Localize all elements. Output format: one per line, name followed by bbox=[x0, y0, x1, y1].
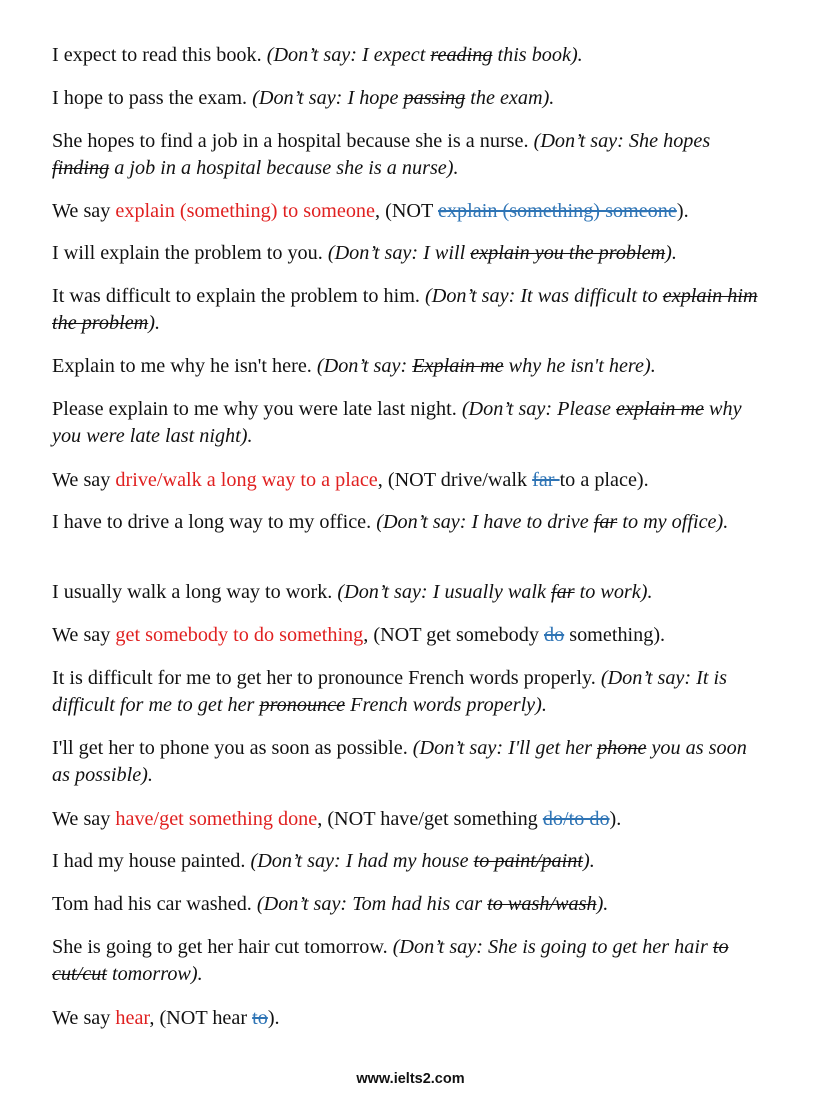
body-text: , (NOT have/get something bbox=[317, 808, 543, 830]
body-text: I usually walk a long way to work. bbox=[52, 581, 338, 603]
body-text: Please explain to me why you were late last night. bbox=[52, 398, 462, 420]
rule-get-somebody bbox=[52, 622, 768, 649]
body-text: ). bbox=[676, 200, 689, 222]
body-text: We say bbox=[52, 200, 116, 222]
body-text: We say bbox=[52, 808, 116, 830]
dont-say-text: (Don’t say: bbox=[316, 355, 413, 377]
dont-say-text: this book). bbox=[492, 44, 583, 66]
body-text: It was difficult to explain the problem to him. bbox=[52, 285, 426, 307]
body-text: She is going to get her hair cut tomorrow. bbox=[52, 936, 393, 958]
incorrect-phrase: reading bbox=[430, 44, 493, 66]
body-text: It is difficult for me to get her to pronounce French words properly. bbox=[52, 667, 601, 689]
rule-long-way bbox=[52, 467, 768, 494]
dont-say-text: (Don’t say: I have to drive bbox=[376, 511, 594, 533]
para-explain-problem bbox=[52, 240, 768, 267]
dont-say-text: French words properly). bbox=[345, 694, 547, 716]
dont-say-text: (Don’t say: She hopes bbox=[533, 130, 711, 152]
dont-say-text: you as soon as possible). bbox=[52, 737, 747, 786]
dont-say-text: (Don’t say: I had my house bbox=[250, 850, 474, 872]
dont-say-text: (Don’t say: Tom had his car bbox=[256, 893, 488, 915]
correct-pattern: hear bbox=[115, 1007, 150, 1029]
dont-say-text: ). bbox=[582, 850, 595, 872]
incorrect-phrase: to cut/cut bbox=[52, 936, 729, 985]
body-text: I will explain the problem to you. bbox=[52, 242, 328, 264]
dont-say-text: (Don’t say: I will bbox=[327, 242, 471, 264]
rule-have-done bbox=[52, 806, 768, 833]
incorrect-pattern: explain (something) someone bbox=[438, 200, 677, 222]
incorrect-phrase: passing bbox=[403, 87, 466, 109]
dont-say-text: to my office). bbox=[617, 511, 729, 533]
dont-say-text: (Don’t say: I'll get her bbox=[412, 737, 598, 759]
body-text: I'll get her to phone you as soon as possible. bbox=[52, 737, 413, 759]
dont-say-text: a job in a hospital because she is a nurse). bbox=[109, 157, 459, 179]
para-hope bbox=[52, 85, 768, 112]
dont-say-text: (Don’t say: I usually walk bbox=[337, 581, 552, 603]
body-text: She hopes to find a job in a hospital because she is a nurse. bbox=[52, 130, 534, 152]
body-text: We say bbox=[52, 469, 116, 491]
para-difficult-explain bbox=[52, 283, 768, 337]
body-text: ). bbox=[267, 1007, 280, 1029]
incorrect-pattern: far bbox=[532, 469, 560, 491]
dont-say-text: ). bbox=[665, 242, 677, 264]
incorrect-phrase: to paint/paint bbox=[473, 850, 583, 872]
dont-say-text: (Don’t say: I hope bbox=[252, 87, 404, 109]
dont-say-text: (Don’t say: It was difficult to bbox=[425, 285, 663, 307]
dont-say-text: the exam). bbox=[465, 87, 555, 109]
incorrect-phrase: Explain me bbox=[412, 355, 504, 377]
incorrect-pattern: do/to do bbox=[542, 808, 610, 830]
dont-say-text: tomorrow). bbox=[106, 963, 203, 985]
dont-say-text: (Don’t say: It is difficult for me to get her bbox=[52, 667, 728, 716]
body-text: ). bbox=[609, 808, 622, 830]
rule-hear bbox=[52, 1005, 768, 1032]
incorrect-phrase: finding bbox=[52, 157, 110, 179]
correct-pattern: explain (something) to someone bbox=[115, 200, 375, 222]
incorrect-phrase: explain him the problem bbox=[52, 285, 758, 334]
body-text: We say bbox=[52, 624, 116, 646]
dont-say-text: ). bbox=[596, 893, 609, 915]
para-car-washed bbox=[52, 891, 768, 918]
para-drive-office bbox=[52, 509, 768, 536]
incorrect-pattern: do bbox=[543, 624, 565, 646]
body-text: something). bbox=[564, 624, 666, 646]
dont-say-text: (Don’t say: Please bbox=[461, 398, 616, 420]
correct-pattern: have/get something done bbox=[115, 808, 318, 830]
para-hair-cut bbox=[52, 934, 768, 988]
body-text: I had my house painted. bbox=[52, 850, 251, 872]
para-explain-late bbox=[52, 396, 768, 450]
body-text: , (NOT drive/walk bbox=[377, 469, 533, 491]
incorrect-phrase: pronounce bbox=[259, 694, 346, 716]
incorrect-phrase: phone bbox=[597, 737, 647, 759]
dont-say-text: (Don’t say: I expect bbox=[266, 44, 431, 66]
body-text: , (NOT get somebody bbox=[363, 624, 544, 646]
body-text: , (NOT bbox=[375, 200, 438, 222]
para-nurse bbox=[52, 128, 768, 182]
body-text: Tom had his car washed. bbox=[52, 893, 257, 915]
para-explain-why bbox=[52, 353, 768, 380]
body-text: Explain to me why he isn't here. bbox=[52, 355, 317, 377]
correct-pattern: drive/walk a long way to a place bbox=[115, 469, 378, 491]
incorrect-phrase: to wash/wash bbox=[487, 893, 597, 915]
incorrect-phrase: far bbox=[551, 581, 575, 603]
dont-say-text: ). bbox=[148, 312, 161, 334]
para-pronounce bbox=[52, 665, 768, 719]
dont-say-text: why you were late last night). bbox=[52, 398, 742, 447]
dont-say-text: (Don’t say: She is going to get her hair bbox=[392, 936, 713, 958]
incorrect-phrase: explain me bbox=[615, 398, 704, 420]
incorrect-pattern: to bbox=[252, 1007, 268, 1029]
body-text: to a place). bbox=[559, 469, 649, 491]
para-house-painted bbox=[52, 848, 768, 875]
para-expect bbox=[52, 42, 768, 69]
body-text: I hope to pass the exam. bbox=[52, 87, 253, 109]
body-text: I expect to read this book. bbox=[52, 44, 267, 66]
para-walk-work bbox=[52, 579, 768, 606]
rule-explain bbox=[52, 198, 768, 225]
para-phone bbox=[52, 735, 768, 789]
dont-say-text: why he isn't here). bbox=[503, 355, 656, 377]
body-text: I have to drive a long way to my office. bbox=[52, 511, 377, 533]
incorrect-phrase: explain you the problem bbox=[470, 242, 666, 264]
correct-pattern: get somebody to do something bbox=[115, 624, 364, 646]
dont-say-text: to work). bbox=[574, 581, 653, 603]
body-text: , (NOT hear bbox=[149, 1007, 253, 1029]
incorrect-phrase: far bbox=[593, 511, 618, 533]
footer-url[interactable]: www.ielts2.com bbox=[356, 1071, 465, 1087]
body-text: We say bbox=[52, 1007, 116, 1029]
